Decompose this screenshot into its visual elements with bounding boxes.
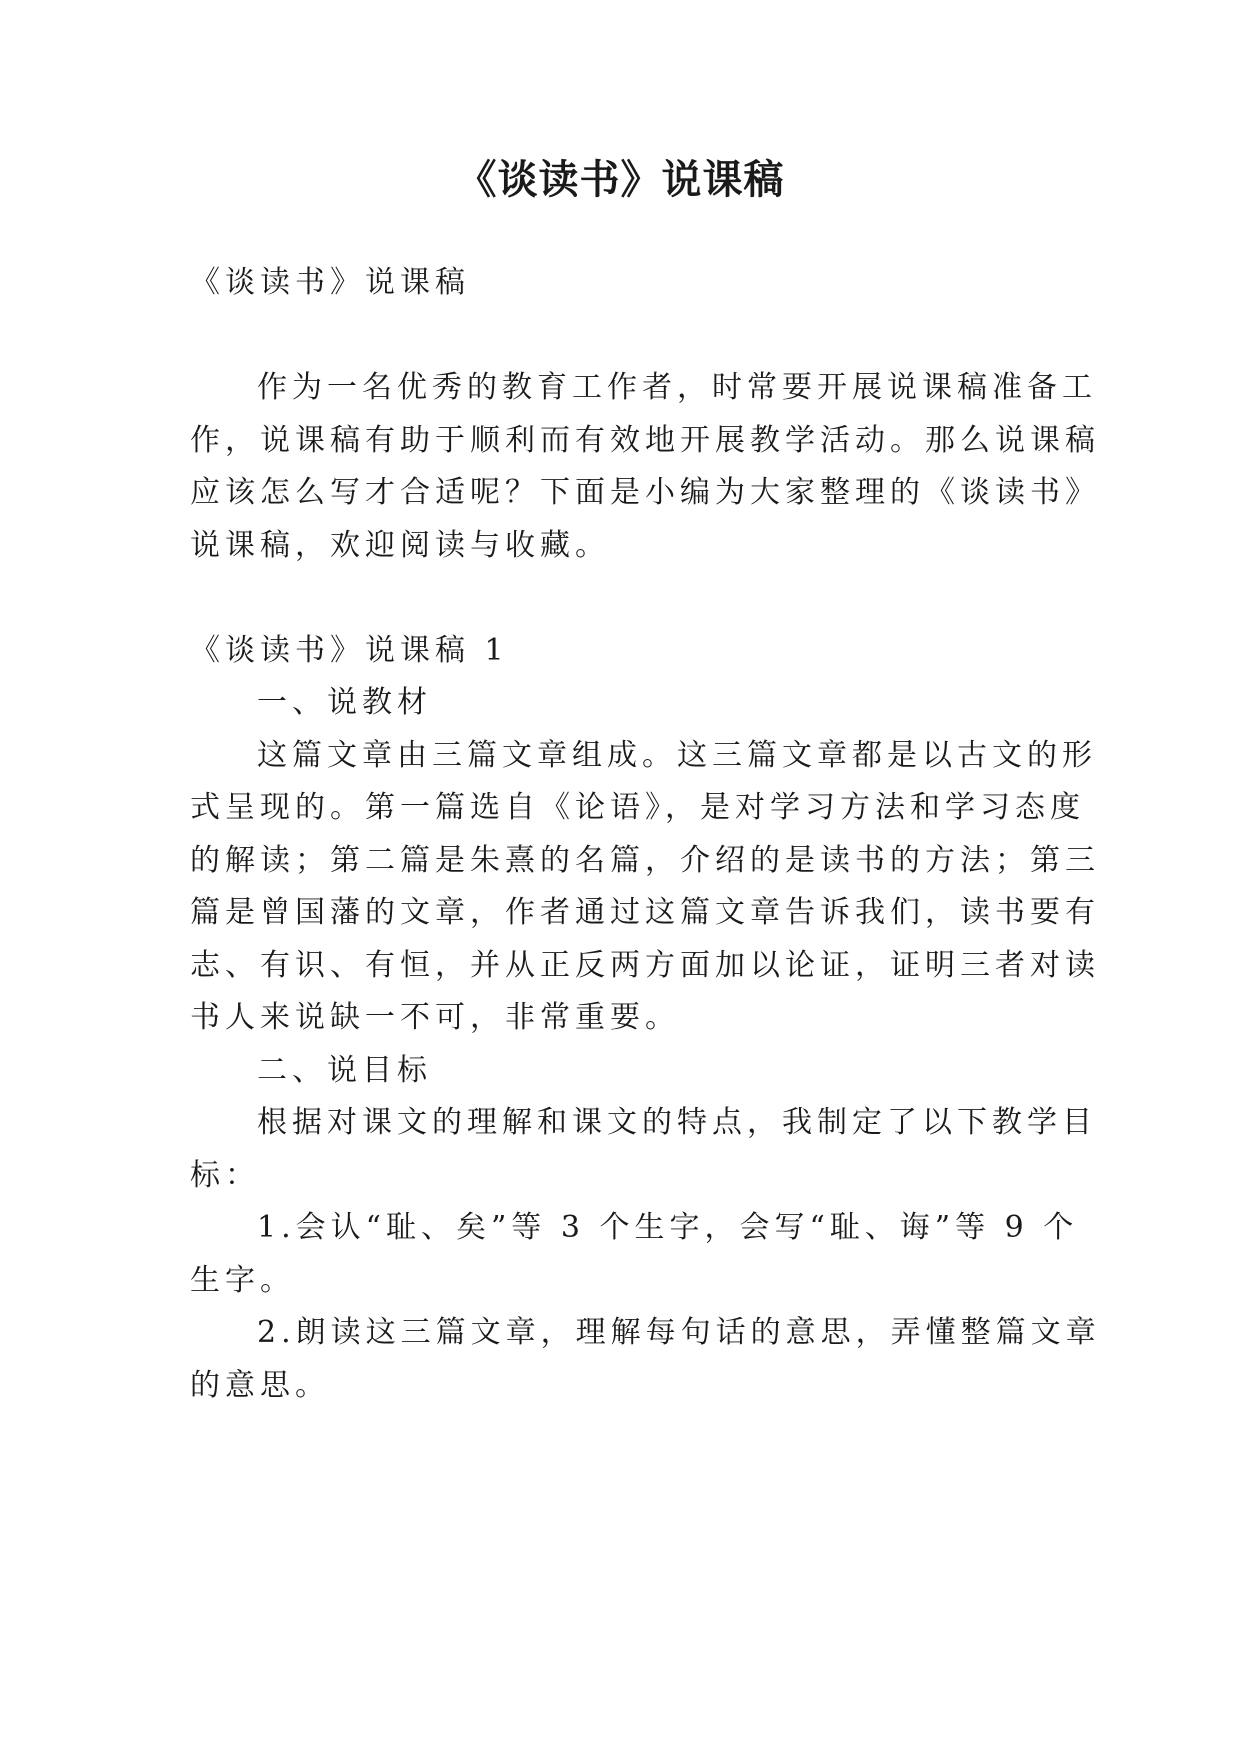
body-line: 篇是曾国藩的文章，作者通过这篇文章告诉我们，读书要有 — [190, 895, 1100, 930]
subsection-heading: 一、说教材 — [257, 685, 432, 720]
subtitle-line: 《谈读书》说课稿 — [190, 265, 470, 300]
body-line: 的解读；第二篇是朱熹的名篇，介绍的是读书的方法；第三 — [190, 843, 1100, 878]
body-line: 这篇文章由三篇文章组成。这三篇文章都是以古文的形 — [257, 738, 1097, 773]
list-item: 的意思。 — [190, 1368, 330, 1403]
list-item: 1.会认“耻、矣”等 3 个生字，会写“耻、诲”等 9 个 — [257, 1210, 1079, 1245]
list-item: 2.朗读这三篇文章，理解每句话的意思，弄懂整篇文章 — [257, 1315, 1101, 1350]
section-heading: 《谈读书》说课稿 1 — [190, 633, 509, 668]
body-line: 式呈现的。第一篇选自《论语》，是对学习方法和学习态度 — [190, 790, 1085, 825]
body-line: 书人来说缺一不可，非常重要。 — [190, 1000, 680, 1035]
body-line: 根据对课文的理解和课文的特点，我制定了以下教学目 — [257, 1105, 1097, 1140]
list-item: 生字。 — [190, 1263, 295, 1298]
intro-line: 应该怎么写才合适呢？下面是小编为大家整理的《谈读书》 — [190, 475, 1100, 510]
body-line: 标： — [190, 1158, 260, 1193]
intro-line: 说课稿，欢迎阅读与收藏。 — [190, 528, 610, 563]
subsection-heading: 二、说目标 — [257, 1053, 432, 1088]
intro-line: 作，说课稿有助于顺利而有效地开展教学活动。那么说课稿 — [190, 423, 1100, 458]
intro-line: 作为一名优秀的教育工作者，时常要开展说课稿准备工 — [257, 370, 1097, 405]
body-line: 志、有识、有恒，并从正反两方面加以论证，证明三者对读 — [190, 948, 1100, 983]
document-title: 《谈读书》说课稿 — [456, 156, 785, 203]
